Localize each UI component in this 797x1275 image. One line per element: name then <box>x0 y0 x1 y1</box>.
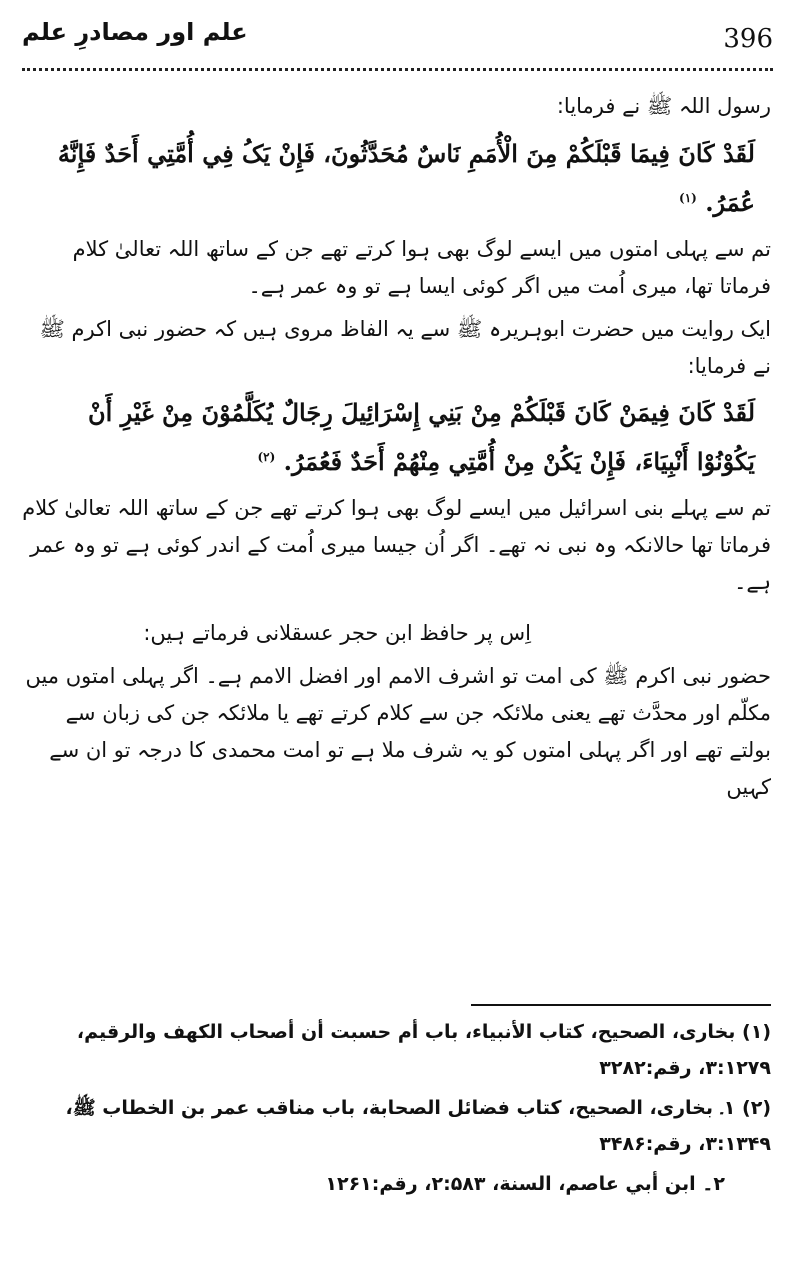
header-divider <box>22 68 773 71</box>
main-text <box>22 88 771 812</box>
intro-line-2: ایک روایت میں حضرت ابوہریرہ ﷺ سے یہ الفاظ مروی ہیں کہ حضور نبی اکرم ﷺ نے فرمایا: <box>39 317 771 378</box>
intro-line-1: رسول اللہ ﷺ نے فرمایا: <box>556 94 771 118</box>
urdu-translation-2: تم سے پہلے بنی اسرائیل میں ایسے لوگ بھی ہوا کرتے تھے جن کے ساتھ اللہ تعالیٰ کلام فرماتا تھا حالانکہ وہ نبی نہ تھے۔ اگر اُن جیسا میری اُمت کے اندر کوئی ہے تو وہ عمر ہے۔ <box>22 496 771 594</box>
page-number: 396 <box>723 24 773 54</box>
intro-line-3: اِس پر حافظ ابن حجر عسقلانی فرماتے ہیں: <box>143 621 531 645</box>
arabic-hadith-1 <box>22 132 771 225</box>
arabic-hadith-1-text: لَقَدْ کَانَ فِيمَا قَبْلَکُمْ مِنَ الْأُمَمِ نَاسٌ مُحَدَّثُونَ، فَإِنْ يَکُ فِي أُمَّتِي أَحَدٌ فَإِنَّهُ عُمَرُ. <box>57 139 755 217</box>
page-header <box>22 18 773 62</box>
footnote-divider <box>471 1004 771 1006</box>
footnote-marker-1: (۱) <box>679 191 697 205</box>
footnote-2: (۲) ۱۔ بخاری، الصحيح، کتاب فضائل الصحابة، باب مناقب عمر بن الخطاب ﷺ، ۳:۱۳۴۹، رقم:۳۴۸۶ <box>65 1097 771 1155</box>
footnote-1: (۱) بخاری، الصحيح، کتاب الأنبياء، باب أم حسبت أن أصحاب الکهف والرقيم، ۳:۱۲۷۹، رقم:۳۲۸۲ <box>76 1021 771 1079</box>
arabic-hadith-2 <box>22 391 771 484</box>
running-title: علم اور مصادرِ علم <box>22 18 248 46</box>
footnotes <box>22 1014 771 1202</box>
footnote-marker-2: (۲) <box>257 450 276 464</box>
footnote-2-subentry: ۲۔ ابن أبي عاصم، السنة، ۲:۵۸۳، رقم:۱۲۶۱ <box>325 1173 725 1195</box>
arabic-hadith-2-text: لَقَدْ کَانَ فِيمَنْ کَانَ قَبْلَکُمْ مِنْ بَنِي إِسْرَائِيلَ رِجَالٌ يُکَلَّمُوْنَ مِنْ غَيْرِ أَنْ يَکُوْنُوْا أَنْبِيَاءَ، فَإِنْ يَکُنْ مِنْ أُمَّتِي مِنْهُمْ أَحَدٌ فَعُمَرُ. <box>87 398 755 476</box>
urdu-commentary: حضور نبی اکرم ﷺ کی امت تو اشرف الامم اور افضل الامم ہے۔ اگر پہلی امتوں میں مکلّم اور محدَّث تھے یعنی ملائکہ جن سے کلام کرتے تھے یا ملائکہ جن کی زبان سے بولتے تھے اور اگر پہلی امتوں کو یہ شرف ملا ہے تو امت محمدی کا درجہ تو ان سے کہیں <box>25 664 771 799</box>
urdu-translation-1: تم سے پہلی امتوں میں ایسے لوگ بھی ہوا کرتے تھے جن کے ساتھ اللہ تعالیٰ کلام فرماتا تھا، میری اُمت میں اگر کوئی ایسا ہے تو وہ عمر ہے۔ <box>72 237 771 298</box>
